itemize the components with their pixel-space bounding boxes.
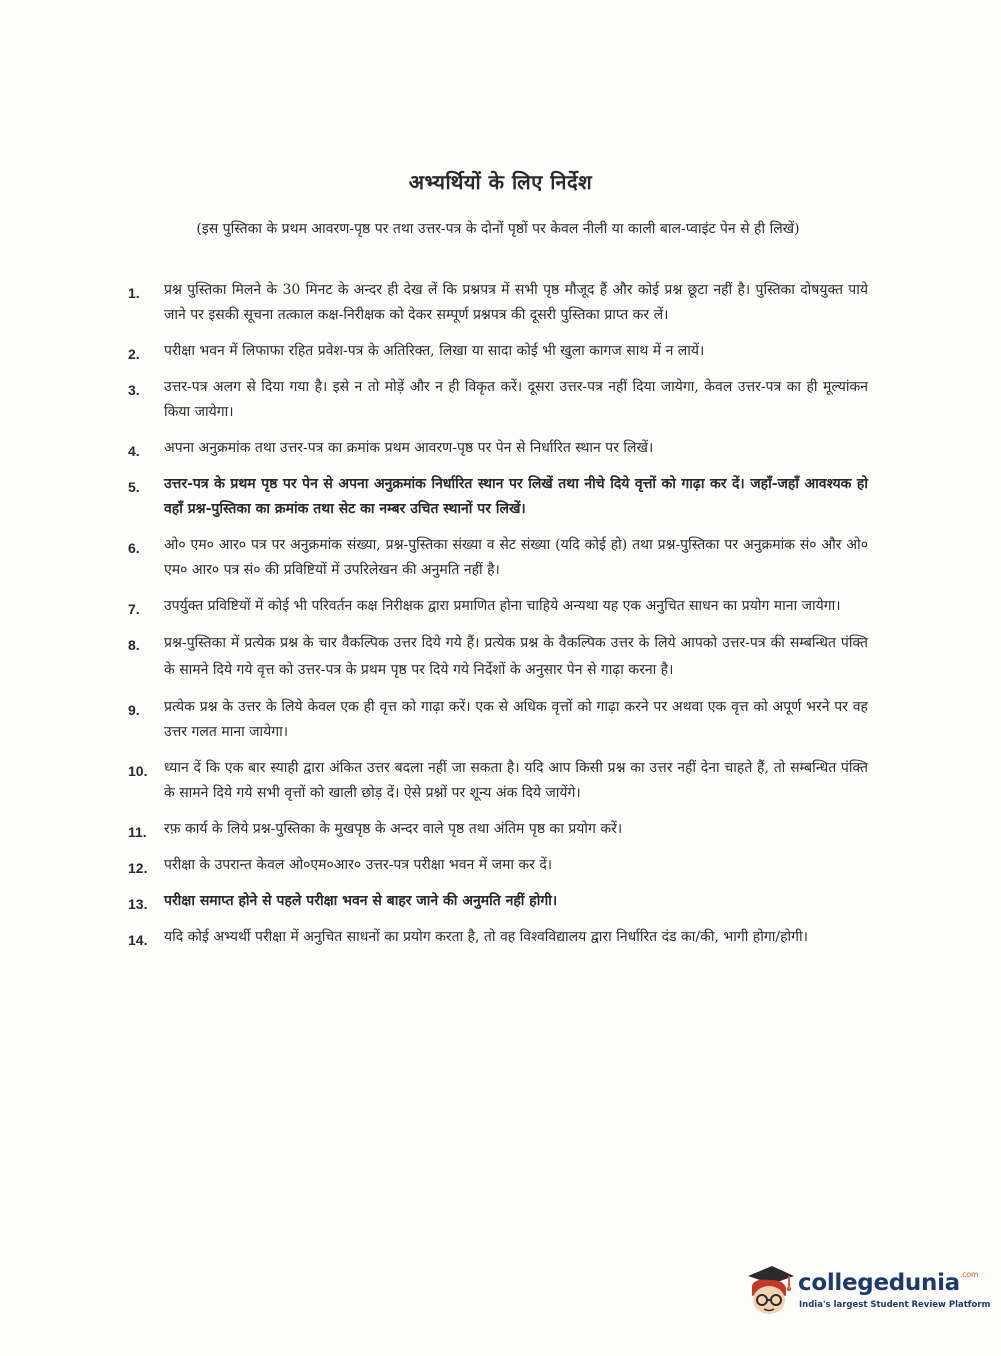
instruction-item bbox=[128, 375, 868, 425]
instruction-number: 9. bbox=[128, 702, 140, 718]
document-title: अभ्यर्थियों के लिए निर्देश bbox=[408, 170, 593, 194]
instruction-item bbox=[128, 436, 868, 461]
instruction-text: उत्तर-पत्र के प्रथम पृष्ठ पर पेन से अपना अनुक्रमांक निर्धारित स्थान पर लिखें तथा नीचे दिये वृत्तों को गाढ़ा कर दें। जहाँ-जहाँ आवश्यक हो वहाँ प्रश्न-पुस्तिका का क्रमांक तथा सेट का नम्बर उचित स्थानों पर लिखें। bbox=[164, 476, 868, 517]
instruction-number: 13. bbox=[128, 896, 148, 912]
instruction-text: यदि कोई अभ्यर्थी परीक्षा में अनुचित साधनों का प्रयोग करता है, तो वह विश्वविद्यालय द्वारा निर्धारित दंड का/की, भागी होगा/होगी। bbox=[164, 929, 808, 945]
instruction-item bbox=[128, 817, 868, 842]
instruction-item bbox=[128, 630, 868, 684]
instruction-item bbox=[128, 925, 868, 950]
instruction-item bbox=[128, 756, 868, 806]
instruction-text: ध्यान दें कि एक बार स्याही द्वारा अंकित उत्तर बदला नहीं जा सकता है। यदि आप किसी प्रश्न का उत्तर नहीं देना चाहते हैं, तो सम्बन्धित पंक्ति के सामने दिये गये सभी वृत्तों को खाली छोड़ दें। ऐसे प्रश्नों पर शून्य अंक दिये जायेंगे। bbox=[164, 760, 868, 801]
instruction-text: प्रश्न पुस्तिका मिलने के 30 मिनट के अन्दर ही देख लें कि प्रश्नपत्र में सभी पृष्ठ मौजूद हैं और कोई प्रश्न छूटा नहीं है। पुस्तिका दोषयुक्त पाये जाने पर इसकी सूचना तत्काल कक्ष-निरीक्षक को देकर सम्पूर्ण प्रश्नपत्र की दूसरी पुस्तिका प्राप्त कर लें। bbox=[164, 282, 868, 323]
instruction-item bbox=[128, 472, 868, 522]
instruction-text: उपर्युक्त प्रविष्टियों में कोई भी परिवर्तन कक्ष निरीक्षक द्वारा प्रमाणित होना चाहिये अन्यथा यह एक अनुचित साधन का प्रयोग माना जायेगा। bbox=[164, 598, 841, 614]
instruction-item bbox=[128, 695, 868, 745]
document-subtitle: (इस पुस्तिका के प्रथम आवरण-पृष्ठ पर तथा उत्तर-पत्र के दोनों पृष्ठों पर केवल नीली या काली बाल-प्वाइंट पेन से ही लिखें) bbox=[196, 221, 800, 237]
brand-tagline: India's largest Student Review Platform bbox=[799, 1300, 991, 1310]
instruction-text: परीक्षा समाप्त होने से पहले परीक्षा भवन से बाहर जाने की अनुमति नहीं होगी। bbox=[164, 893, 558, 909]
instruction-number: 14. bbox=[128, 932, 148, 948]
brand-name-text: collegedunia bbox=[798, 1270, 960, 1296]
instruction-item bbox=[128, 853, 868, 878]
instruction-text: परीक्षा के उपरान्त केवल ओ०एम०आर० उत्तर-पत्र परीक्षा भवन में जमा कर दें। bbox=[164, 857, 553, 873]
instruction-item bbox=[128, 339, 868, 364]
instruction-number: 12. bbox=[128, 860, 148, 876]
instruction-text: रफ़ कार्य के लिये प्रश्न-पुस्तिका के मुखपृष्ठ के अन्दर वाले पृष्ठ तथा अंतिम पृष्ठ का प्रयोग करें। bbox=[164, 821, 623, 837]
instructions-list bbox=[128, 278, 868, 961]
brand-name bbox=[798, 1270, 978, 1296]
collegedunia-logo bbox=[744, 1262, 991, 1322]
instruction-number: 7. bbox=[128, 601, 140, 617]
instruction-number: 11. bbox=[128, 824, 147, 840]
instruction-number: 2. bbox=[128, 346, 140, 362]
instruction-number: 3. bbox=[128, 382, 140, 398]
instruction-number: 10. bbox=[128, 763, 148, 779]
instruction-item bbox=[128, 278, 868, 328]
instruction-text: अपना अनुक्रमांक तथा उत्तर-पत्र का क्रमांक प्रथम आवरण-पृष्ठ पर पेन से निर्धारित स्थान पर लिखें। bbox=[164, 440, 654, 456]
graduate-mascot-icon bbox=[744, 1262, 796, 1318]
instruction-text: उत्तर-पत्र अलग से दिया गया है। इसे न तो मोड़ें और न ही विकृत करें। दूसरा उत्तर-पत्र नहीं दिया जायेगा, केवल उत्तर-पत्र का ही मूल्यांकन किया जायेगा। bbox=[164, 379, 868, 420]
instruction-item bbox=[128, 889, 868, 914]
instruction-text: ओ० एम० आर० पत्र पर अनुक्रमांक संख्या, प्रश्न-पुस्तिका संख्या व सेट संख्या (यदि कोई हो) तथा प्रश्न-पुस्तिका पर अनुक्रमांक सं० और ओ० एम० आर० पत्र सं० की प्रविष्टियों में उपरिलेखन की अनुमति नहीं है। bbox=[164, 537, 868, 578]
instruction-number: 8. bbox=[128, 637, 140, 653]
instruction-item bbox=[128, 533, 868, 583]
instruction-number: 4. bbox=[128, 443, 140, 459]
brand-suffix: .com bbox=[959, 1270, 979, 1279]
instruction-number: 5. bbox=[128, 479, 140, 495]
instruction-number: 1. bbox=[128, 285, 140, 301]
instruction-text: प्रत्येक प्रश्न के उत्तर के लिये केवल एक ही वृत्त को गाढ़ा करें। एक से अधिक वृत्तों को गाढ़ा करने पर अथवा एक वृत्त को अपूर्ण भरने पर वह उत्तर गलत माना जायेगा। bbox=[164, 699, 868, 740]
instruction-item bbox=[128, 594, 868, 619]
instruction-text: प्रश्न-पुस्तिका में प्रत्येक प्रश्न के चार वैकल्पिक उत्तर दिये गये हैं। प्रत्येक प्रश्न के वैकल्पिक उत्तर के लिये आपको उत्तर-पत्र की सम्बन्धित पंक्ति के सामने दिये गये वृत्त को उत्तर-पत्र के प्रथम पृष्ठ पर दिये गये निर्देशों के अनुसार पेन से गाढ़ा करना है। bbox=[164, 635, 868, 678]
instruction-number: 6. bbox=[128, 540, 140, 556]
instruction-text: परीक्षा भवन में लिफाफा रहित प्रवेश-पत्र के अतिरिक्त, लिखा या सादा कोई भी खुला कागज साथ में न लायें। bbox=[164, 343, 705, 359]
